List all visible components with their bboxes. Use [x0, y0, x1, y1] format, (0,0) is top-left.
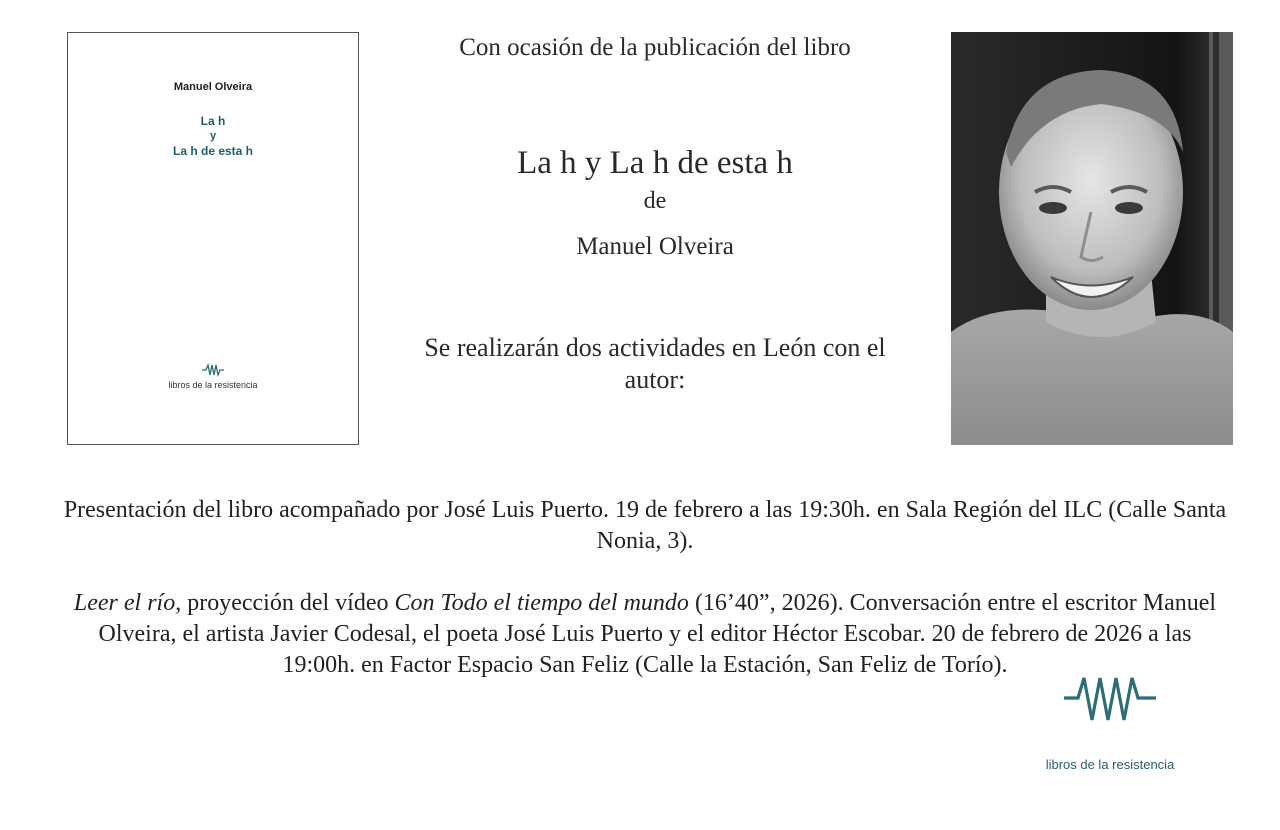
author-photo	[951, 32, 1233, 445]
event-screening	[60, 588, 1230, 681]
publisher-name: libros de la resistencia	[1045, 757, 1175, 772]
by-text: de	[643, 188, 667, 214]
cover-publisher: libros de la resistencia	[168, 380, 258, 390]
cover-title-line-1: La h	[200, 114, 226, 128]
video-title: Con Todo el tiempo del mundo	[394, 590, 689, 616]
activities-text: Se realizarán dos actividades en León con el autor:	[424, 333, 886, 394]
author-name: Manuel Olveira	[576, 233, 734, 260]
screening-text-1: , proyección del vídeo	[175, 590, 395, 616]
screening-title: Leer el río	[73, 590, 176, 616]
intro-text: Con ocasión de la publicación del libro	[459, 34, 851, 61]
book-cover	[67, 32, 359, 445]
cover-author: Manuel Olveira	[173, 81, 253, 93]
cover-publisher-logo-icon	[68, 363, 358, 377]
cover-title	[68, 113, 358, 159]
cover-title-line-2: y	[209, 130, 217, 142]
screening-text-2: (16’40”, 2026). Conversación entre el escritor Manuel Olveira, el artista Javier Codesal, el poeta José Luis Puerto y el editor Héctor Escobar. 20 de febrero de 2026 a las 19:00h. en Factor Espacio San Feliz (Calle la Estación, San Feliz de Torío).	[98, 590, 1217, 678]
cover-title-line-3: La h de esta h	[172, 144, 254, 158]
book-title: La h y La h de esta h	[517, 145, 793, 181]
publisher-logo-icon	[1062, 672, 1158, 733]
event-presentation: Presentación del libro acompañado por José Luis Puerto. 19 de febrero a las 19:30h. en Sala Región del ILC (Calle Santa Nonia, 3).	[63, 497, 1227, 554]
